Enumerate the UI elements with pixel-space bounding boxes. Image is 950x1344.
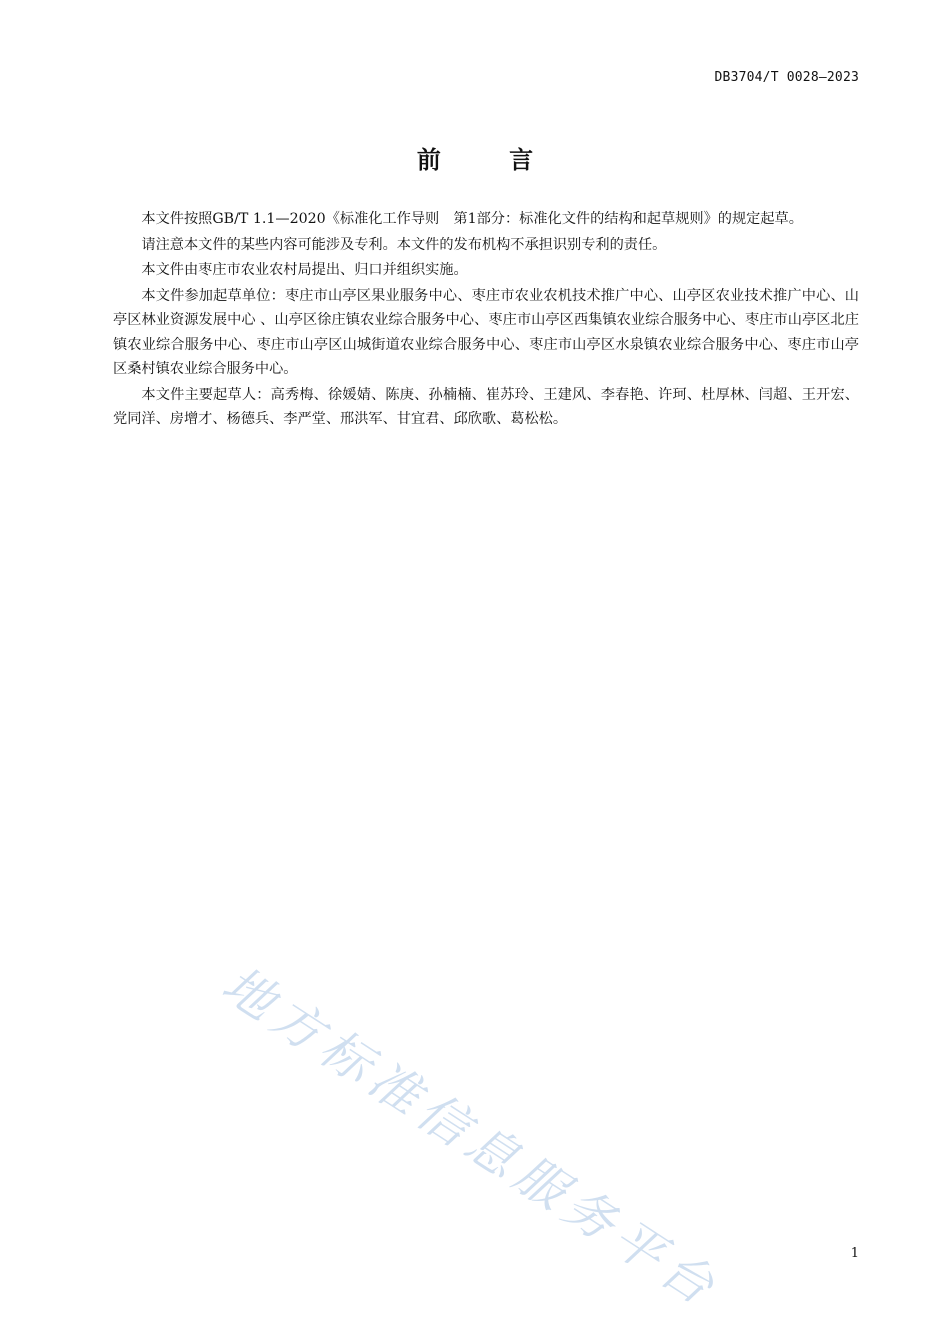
paragraph-patent-notice: 请注意本文件的某些内容可能涉及专利。本文件的发布机构不承担识别专利的责任。	[141, 236, 667, 253]
page-number: 1	[850, 1246, 859, 1261]
page-title: 前 言	[416, 146, 564, 174]
watermark: 地方标准信息服务平台	[212, 955, 731, 1320]
paragraph-proposer: 本文件由枣庄市农业农村局提出、归口并组织实施。	[141, 262, 468, 278]
paragraph-drafters: 本文件主要起草人：高秀梅、徐媛婧、陈庚、孙楠楠、崔苏玲、王建风、李春艳、许珂、杜厚林、闫超、王开宏、党同洋、房增才、杨德兵、李严堂、邢洪军、甘宜君、邱欣歌、葛松松。	[113, 386, 859, 427]
document-code: DB3704/T 0028—2023	[714, 70, 859, 85]
paragraph-drafting-units: 本文件参加起草单位：枣庄市山亭区果业服务中心、枣庄市农业农机技术推广中心、山亭区农业技术推广中心、山亭区林业资源发展中心 、山亭区徐庄镇农业综合服务中心、枣庄市山亭区西集镇农业综合服务中心、枣庄市山亭区北庄镇农业综合服务中心、枣庄市山亭区山城街道农业综合服务中心、枣庄市山亭区水泉镇农业综合服务中心、枣庄市山亭区桑村镇农业综合服务中心。	[113, 287, 859, 377]
preface-body	[113, 207, 859, 433]
paragraph-drafting-rules: 本文件按照GB/T 1.1—2020《标准化工作导则 第1部分：标准化文件的结构和起草规则》的规定起草。	[141, 211, 803, 227]
